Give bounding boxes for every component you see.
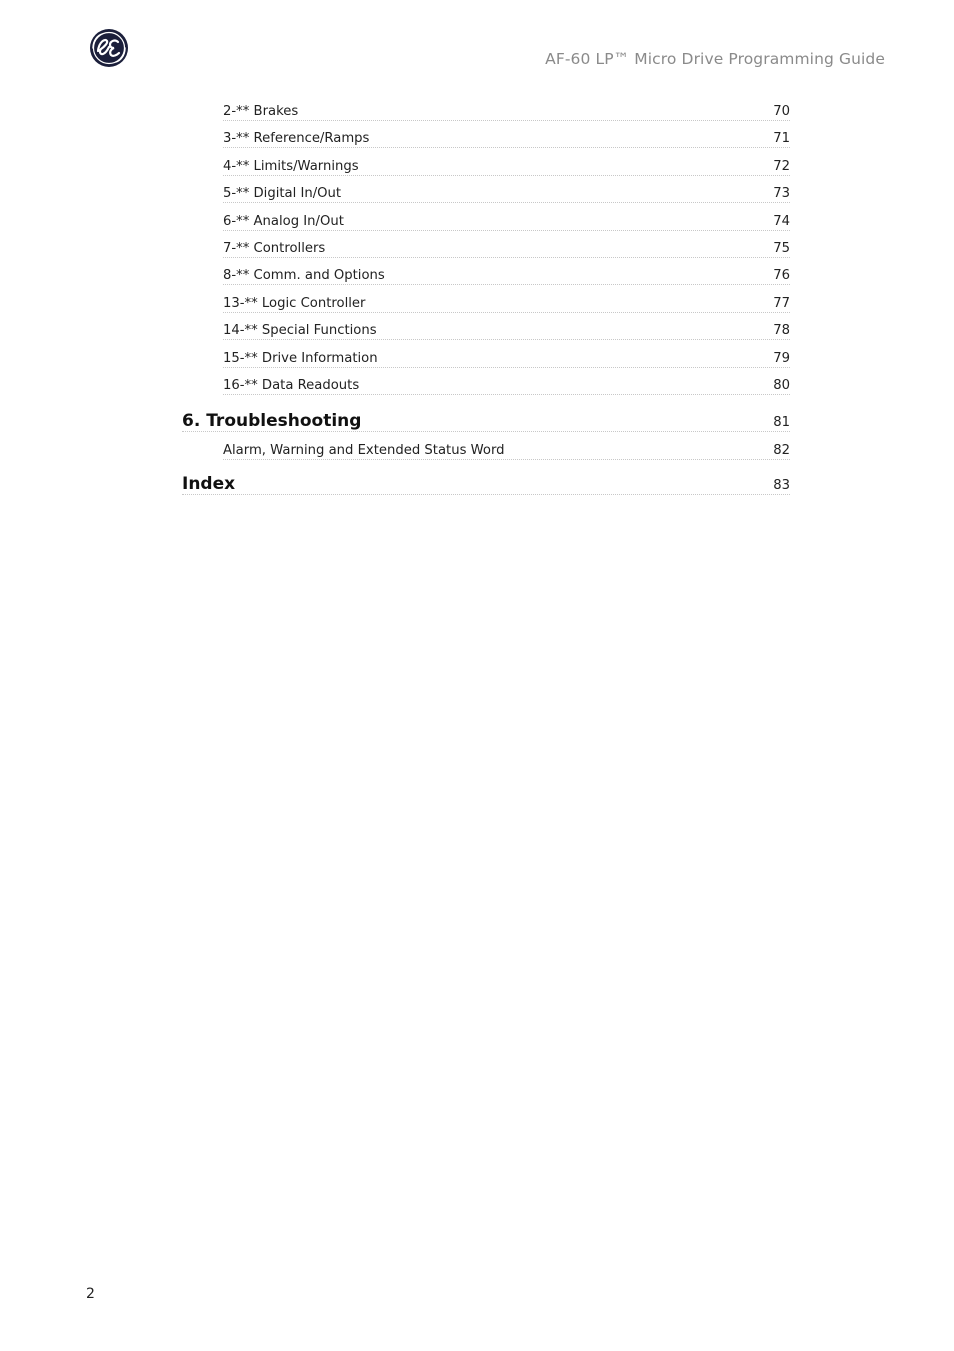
toc-entry-page: 77 [773,295,790,311]
toc-entry[interactable] [223,318,790,340]
toc-chapter-title: 6. Troubleshooting [182,410,362,431]
toc-entry-title: 13-** Logic Controller [223,295,366,311]
toc-entry[interactable] [223,438,790,460]
toc-entry-page: 74 [773,213,790,229]
toc-entry[interactable] [223,181,790,203]
toc-entry-title: Alarm, Warning and Extended Status Word [223,442,505,458]
toc-entry-title: 7-** Controllers [223,240,326,256]
toc-entry[interactable] [223,291,790,313]
page-number: 2 [86,1286,95,1302]
toc-entry[interactable] [223,373,790,395]
toc-entry-page: 82 [773,442,790,458]
toc-entry-title: 5-** Digital In/Out [223,186,342,202]
toc-entry-title: 15-** Drive Information [223,350,378,366]
toc-entry[interactable] [223,99,790,121]
document-title: AF-60 LP™ Micro Drive Programming Guide [545,50,885,68]
toc-entry[interactable] [223,209,790,231]
toc-entry-page: 75 [773,240,790,256]
toc-chapter-title: Index [182,473,236,494]
toc-entry-page: 72 [773,158,790,174]
toc-entry-title: 8-** Comm. and Options [223,268,385,284]
toc-entry-page: 79 [773,350,790,366]
toc-entry-title: 14-** Special Functions [223,323,377,339]
toc-entry[interactable] [223,263,790,285]
toc-entry[interactable] [223,154,790,176]
toc-entry-page: 78 [773,323,790,339]
toc-entry-page: 76 [773,268,790,284]
toc-entry[interactable] [223,126,790,148]
toc-entry-page: 80 [773,377,790,393]
toc-entry-title: 16-** Data Readouts [223,377,360,393]
toc-entry-title: 3-** Reference/Ramps [223,131,370,147]
toc-entry-page: 70 [773,104,790,119]
toc-entry-title: 2-** Brakes [223,104,299,119]
table-of-contents [182,99,790,495]
toc-entry-page: 73 [773,186,790,202]
toc-chapter-page: 81 [773,414,790,430]
toc-chapter-troubleshooting[interactable] [182,405,790,432]
toc-entry[interactable] [223,346,790,368]
toc-chapter-page: 83 [773,477,790,493]
toc-entry[interactable] [223,236,790,258]
toc-entry-page: 71 [773,131,790,147]
ge-logo [89,28,129,68]
toc-entry-title: 6-** Analog In/Out [223,213,344,229]
toc-chapter-index[interactable] [182,468,790,495]
toc-entry-title: 4-** Limits/Warnings [223,158,359,174]
